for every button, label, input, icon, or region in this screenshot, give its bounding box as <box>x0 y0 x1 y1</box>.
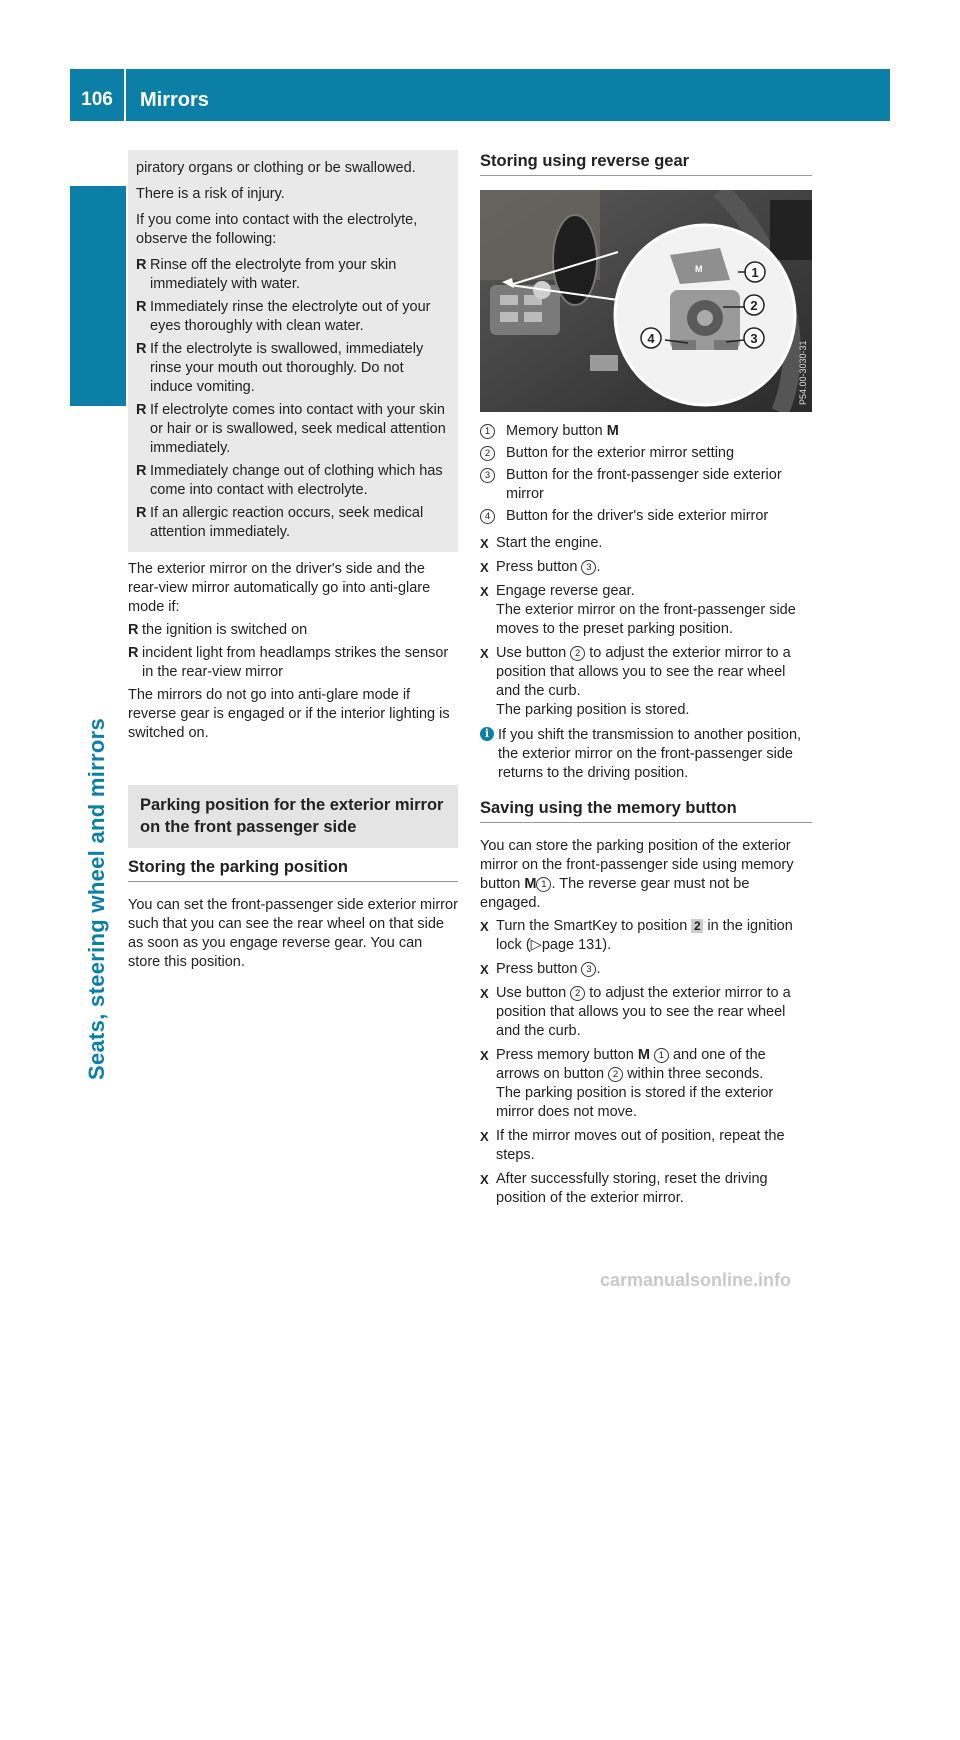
paragraph-no-anti-glare: The mirrors do not go into anti-glare mode if reverse gear is engaged or if the interior lighting is switched on. <box>128 687 450 741</box>
paragraph-anti-glare: The exterior mirror on the driver's side and the rear-view mirror automatically go into anti-glare mode if: <box>128 561 431 615</box>
warning-bullet: R If an allergic reaction occurs, seek medical attention immediately. <box>136 505 424 540</box>
step-item: X Use button 2 to adjust the exterior mirror to a position that allows you to see the rear wheel and the curb. The parking position is stored. <box>480 645 791 718</box>
warning-bullet: R Immediately change out of clothing which has come into contact with electrolyte. <box>136 463 443 498</box>
chapter-tab <box>70 186 126 406</box>
info-icon: i <box>480 727 494 741</box>
heading-memory-button: Saving using the memory button <box>480 799 812 823</box>
step-item: X Turn the SmartKey to position 2 in the ignition lock (▷page 131). <box>480 918 793 953</box>
bullet-item: R incident light from headlamps strikes the sensor in the rear-view mirror <box>128 645 449 680</box>
legend-item: 2 Button for the exterior mirror setting <box>480 444 812 463</box>
warning-bullet: R Rinse off the electrolyte from your skin immediately with water. <box>136 257 397 292</box>
step-item: X Engage reverse gear. The exterior mirror on the front-passenger side moves to the preset parking position. <box>480 583 796 637</box>
svg-text:4: 4 <box>647 331 655 346</box>
step-item: X If the mirror moves out of position, repeat the steps. <box>480 1128 785 1163</box>
door-panel-illustration <box>480 190 812 412</box>
warning-bullet: R Immediately rinse the electrolyte out of your eyes thoroughly with clean water. <box>136 299 431 334</box>
figure-memory-label: M <box>695 264 703 274</box>
legend-item: 3 Button for the front-passenger side exterior mirror <box>480 466 812 504</box>
callout-4 <box>641 328 661 348</box>
right-column <box>480 150 812 1213</box>
door-panel-figure <box>480 190 812 412</box>
chapter-label <box>84 717 112 1740</box>
warning-box <box>128 150 458 552</box>
heading-reverse-gear: Storing using reverse gear <box>480 152 812 176</box>
warning-line: If you come into contact with the electrolyte, observe the following: <box>136 212 418 247</box>
watermark: carmanualsonline.info <box>600 1270 792 1290</box>
left-column <box>128 150 458 976</box>
warning-bullet: R If the electrolyte is swallowed, immediately rinse your mouth out thoroughly. Do not induce vomiting. <box>136 341 424 395</box>
warning-line: There is a risk of injury. <box>136 186 285 202</box>
callout-3 <box>744 328 764 348</box>
svg-text:3: 3 <box>750 331 758 346</box>
svg-text:2: 2 <box>750 298 758 313</box>
step-item: X Press button 3 . <box>480 961 601 977</box>
step-item: X Start the engine. <box>480 535 603 551</box>
figure-code: P54.00-3030-31 <box>798 340 808 405</box>
warning-bullet: R If electrolyte comes into contact with your skin or hair or is swallowed, seek medical attention immediately. <box>136 402 446 456</box>
page-number: 106 <box>70 69 126 121</box>
step-item: X Press button 3 . <box>480 559 601 575</box>
section-heading: Parking position for the exterior mirror on the front passenger side <box>128 785 458 848</box>
legend-item: 1 Memory button M <box>480 422 812 441</box>
paragraph-memory: You can store the parking position of the exterior mirror on the front-passenger side using memory button M 1 . The reverse gear must not be engaged. <box>480 838 794 911</box>
warning-line: piratory organs or clothing or be swallowed. <box>136 160 416 176</box>
subsection-heading: Storing the parking position <box>128 858 458 882</box>
step-item: X Use button 2 to adjust the exterior mirror to a position that allows you to see the rear wheel and the curb. <box>480 985 791 1039</box>
info-note: i If you shift the transmission to another position, the exterior mirror on the front-passenger side returns to the driving position. <box>480 726 812 783</box>
callout-1 <box>745 262 765 282</box>
legend-item: 4 Button for the driver's side exterior mirror <box>480 507 812 526</box>
step-item: X After successfully storing, reset the driving position of the exterior mirror. <box>480 1171 768 1206</box>
callout-2 <box>744 295 764 315</box>
bullet-item: R the ignition is switched on <box>128 622 308 638</box>
svg-text:1: 1 <box>751 265 759 280</box>
paragraph-parking: You can set the front-passenger side exterior mirror such that you can see the rear wheel on that side as soon as you engage reverse gear. You can store this position. <box>128 897 458 970</box>
step-item: X Press memory button M 1 and one of the arrows on button 2 within three seconds. The parking position is stored if the exterior mirror does not move. <box>480 1047 774 1120</box>
chapter-label-text: Seats, steering wheel and mirrors <box>84 717 109 1080</box>
page-title: Mirrors <box>140 89 209 111</box>
page-reference-link[interactable]: page 131 <box>541 937 603 953</box>
